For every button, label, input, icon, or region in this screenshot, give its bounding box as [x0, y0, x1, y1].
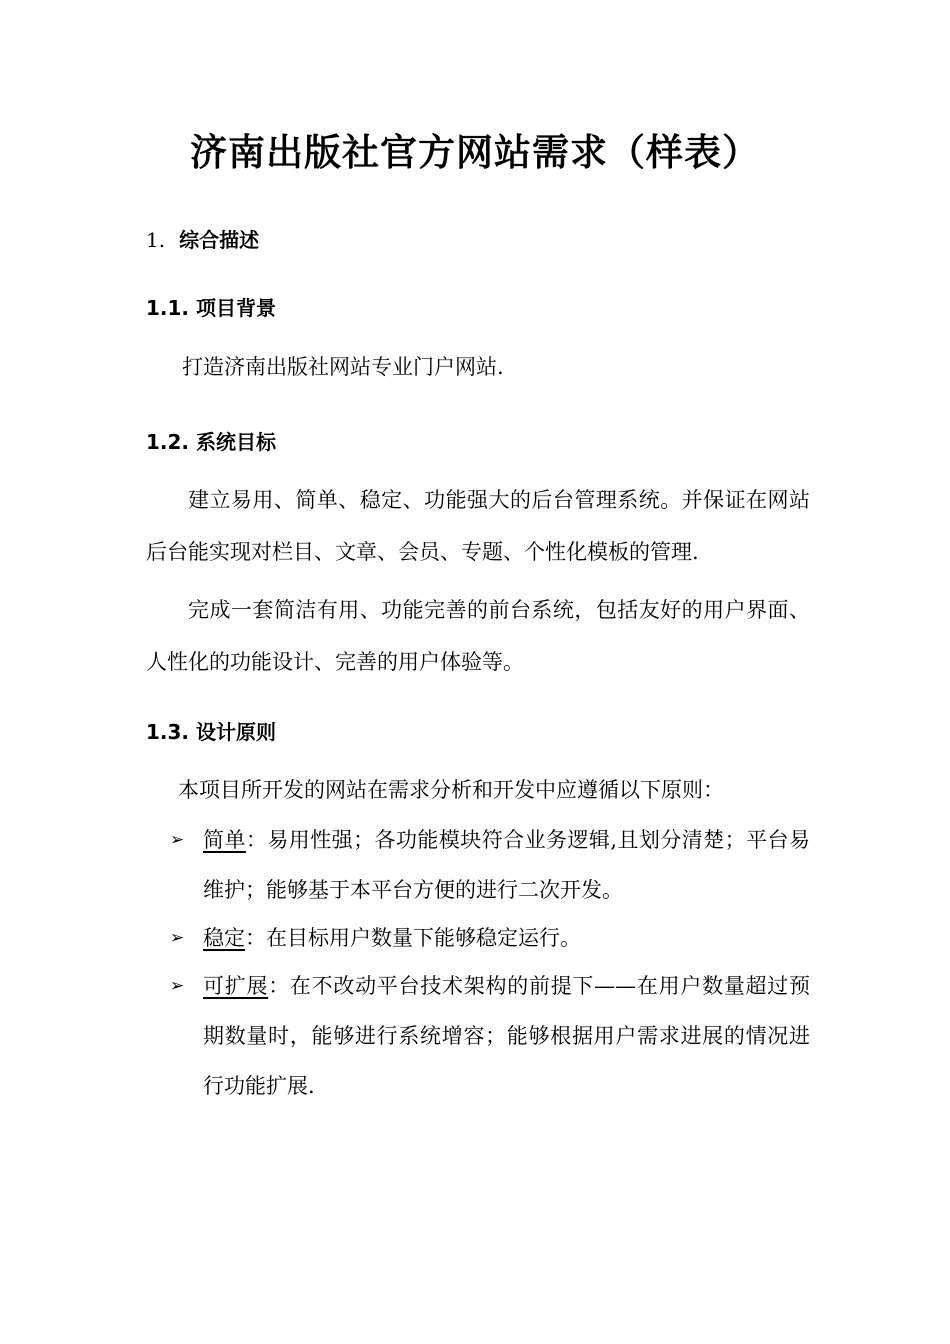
list-item	[170, 815, 810, 915]
bullet-text: ：在不改动平台技术架构的前提下——在用户数量超过预期数量时，能够进行系统增容；能够根据用户需求进展的情况进行功能扩展.	[203, 974, 811, 1098]
paragraph-background: 打造济南出版社网站专业门户网站.	[182, 355, 504, 379]
arrow-bullet-icon: ➢	[170, 976, 185, 996]
paragraph-principles-intro: 本项目所开发的网站在需求分析和开发中应遵循以下原则：	[178, 778, 724, 802]
paragraph-goal-2: 完成一套简洁有用、功能完善的前台系统，包括友好的用户界面、人性化的功能设计、完善的用户体验等。	[146, 598, 810, 674]
paragraph-goal-1: 建立易用、简单、稳定、功能强大的后台管理系统。并保证在网站后台能实现对栏目、文章、会员、专题、个性化模板的管理.	[146, 488, 810, 564]
arrow-bullet-icon: ➢	[170, 928, 185, 948]
bullet-label: 简单	[203, 828, 246, 852]
section-title: 综合描述	[179, 228, 260, 252]
subsection-heading-1-1: 1.1. 项目背景	[146, 296, 276, 320]
section-number: 1.	[146, 228, 166, 252]
bullet-text: ：在目标用户数量下能够稳定运行。	[245, 926, 581, 950]
subsection-heading-1-2: 1.2. 系统目标	[146, 430, 276, 454]
section-heading-1	[146, 224, 259, 253]
bullet-label: 可扩展	[203, 974, 269, 998]
bullet-text: ：易用性强；各功能模块符合业务逻辑,且划分清楚；平台易维护；能够基于本平台方便的进行二次开发。	[203, 828, 810, 902]
list-item	[170, 961, 810, 1111]
subsection-heading-1-3: 1.3. 设计原则	[146, 720, 276, 744]
bullet-label: 稳定	[203, 926, 245, 950]
arrow-bullet-icon: ➢	[170, 830, 185, 850]
document-title: 济南出版社官方网站需求（样表）	[190, 130, 760, 174]
list-item	[170, 913, 810, 963]
